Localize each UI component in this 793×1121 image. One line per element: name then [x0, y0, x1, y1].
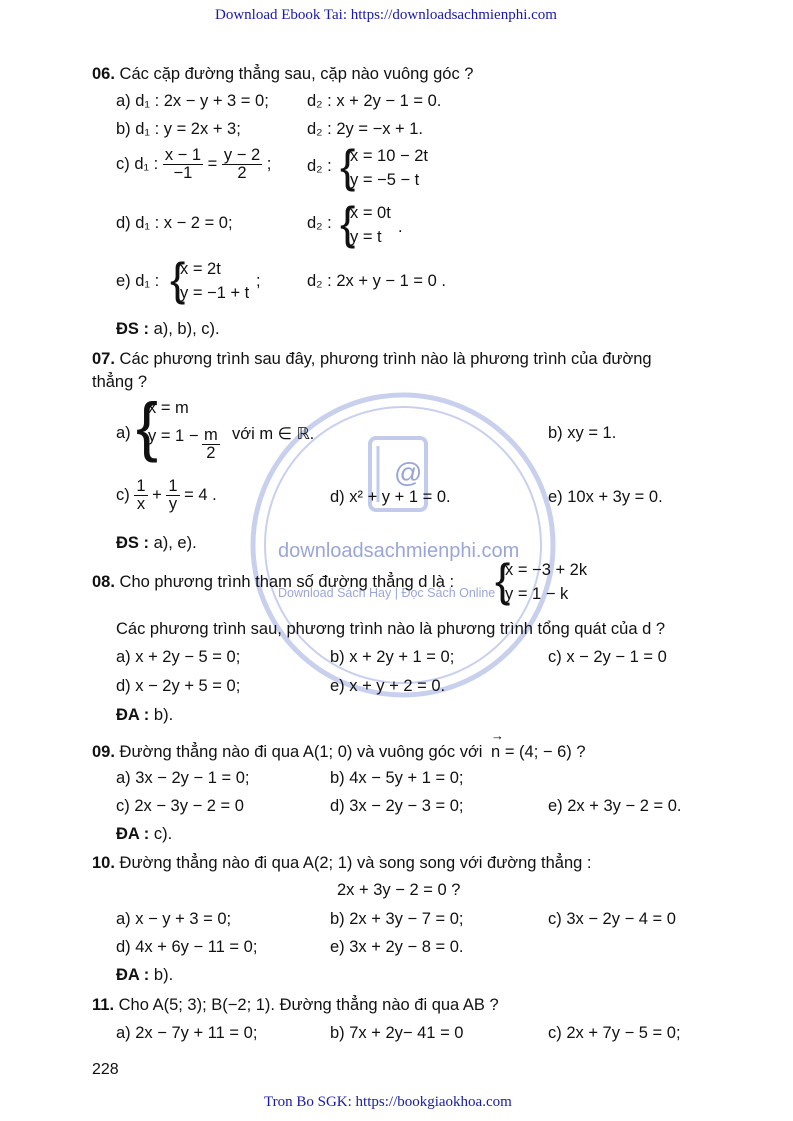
- q08-answer: ĐA : b).: [116, 706, 174, 724]
- q06-answer: ĐS : a), b), c).: [116, 320, 220, 338]
- q07-option-a-label: a): [116, 424, 131, 442]
- q07-option-a-condition: với m ∈ ℝ.: [232, 425, 315, 443]
- q10-option-d: d) 4x + 6y − 11 = 0;: [116, 938, 258, 956]
- q06-option-b-d1: b) d₁ : y = 2x + 3;: [116, 120, 241, 138]
- vector-arrow-icon: →: [491, 728, 505, 743]
- question-text: Đường thẳng nào đi qua A(1; 0) và vuông góc với: [119, 743, 483, 761]
- q08-option-c: c) x − 2y − 1 = 0: [548, 648, 667, 666]
- q09-option-d: d) 3x − 2y − 3 = 0;: [330, 797, 464, 815]
- brace-icon: {: [340, 197, 356, 249]
- q06-option-e-system: { x = 2t y = −1 + t ;: [170, 253, 261, 305]
- question-text: Cho A(5; 3); B(−2; 1). Đường thẳng nào đi qua AB ?: [118, 996, 499, 1014]
- q07-option-b: b) xy = 1.: [548, 424, 617, 442]
- q06-option-a-d2: d₂ : x + 2y − 1 = 0.: [307, 92, 442, 110]
- question-11: [92, 996, 499, 1015]
- q09-answer: ĐA : c).: [116, 825, 173, 843]
- watermark-at-icon: @: [394, 457, 423, 488]
- brace-icon: {: [340, 140, 356, 192]
- q07-option-c: c) $\frac{1}{x}$ + $\frac{1}{y}$ = 4 .: [116, 477, 217, 514]
- question-text: Đường thẳng nào đi qua A(2; 1) và song song với đường thẳng :: [119, 854, 592, 872]
- q08-option-d: d) x − 2y + 5 = 0;: [116, 677, 241, 695]
- brace-icon: {: [136, 389, 159, 463]
- q06-option-c-d1: c) d₁ : $\frac{x - 1}{-1}$ = $\frac{y - 2}{2}$ ;: [116, 146, 272, 183]
- question-08: [92, 573, 454, 592]
- question-text: Các cặp đường thẳng sau, cặp nào vuông góc ?: [119, 65, 474, 83]
- q07-option-d: d) x² + y + 1 = 0.: [330, 488, 451, 506]
- normal-vector: → n: [491, 728, 505, 761]
- q08-subquestion: Các phương trình sau, phương trình nào là phương trình tổng quát của d ?: [116, 620, 666, 638]
- q06-option-c-d2-label: d₂ :: [307, 157, 332, 175]
- q06-option-d-system: { x = 0t y = t .: [340, 197, 403, 249]
- q06-option-d-d2-label: d₂ :: [307, 214, 332, 232]
- q06-option-e-d1-label: e) d₁ :: [116, 272, 160, 290]
- header-download-link[interactable]: Download Ebook Tai: https://downloadsachmienphi.com: [215, 7, 557, 23]
- q11-option-a: a) 2x − 7y + 11 = 0;: [116, 1024, 258, 1042]
- q08-option-b: b) x + 2y + 1 = 0;: [330, 648, 455, 666]
- q09-option-e: e) 2x + 3y − 2 = 0.: [548, 797, 682, 815]
- q09-option-b: b) 4x − 5y + 1 = 0;: [330, 769, 464, 787]
- q06-option-b-d2: d₂ : 2y = −x + 1.: [307, 120, 424, 138]
- fraction: $\frac{1}{x}$: [136, 477, 146, 514]
- question-number: 08.: [92, 573, 115, 591]
- question-number: 11.: [92, 996, 115, 1014]
- q10-option-a: a) x − y + 3 = 0;: [116, 910, 232, 928]
- brace-icon: {: [495, 554, 511, 606]
- page-number: 228: [92, 1061, 119, 1078]
- q09-option-c: c) 2x − 3y − 2 = 0: [116, 797, 244, 815]
- q06-option-e-d2: d₂ : 2x + y − 1 = 0 .: [307, 272, 446, 290]
- q10-option-b: b) 2x + 3y − 7 = 0;: [330, 910, 464, 928]
- watermark-site: downloadsachmienphi.com: [278, 540, 520, 562]
- question-number: 07.: [92, 350, 115, 368]
- footer-book-link[interactable]: Tron Bo SGK: https://bookgiaokhoa.com: [264, 1094, 512, 1110]
- question-07: [92, 350, 652, 369]
- q06-option-a-d1: a) d₁ : 2x − y + 3 = 0;: [116, 92, 269, 110]
- question-number: 06.: [92, 65, 115, 83]
- question-07-cont: thẳng ?: [92, 373, 148, 391]
- question-10: [92, 854, 591, 873]
- question-number: 09.: [92, 743, 115, 761]
- q07-answer: ĐS : a), e).: [116, 534, 197, 552]
- question-text: Cho phương trình tham số đường thẳng d là :: [119, 573, 455, 591]
- question-number: 10.: [92, 854, 115, 872]
- q10-answer: ĐA : b).: [116, 966, 174, 984]
- watermark-tagline: Download Sách Hay | Đọc Sách Online: [278, 586, 496, 600]
- fraction: $\frac{y - 2}{2}$: [223, 146, 261, 183]
- brace-icon: {: [170, 253, 186, 305]
- q11-option-b: b) 7x + 2y− 41 = 0: [330, 1024, 464, 1042]
- fraction: $\frac{x - 1}{-1}$: [164, 146, 202, 183]
- q06-option-d-d1: d) d₁ : x − 2 = 0;: [116, 214, 233, 232]
- q10-option-e: e) 3x + 2y − 8 = 0.: [330, 938, 464, 956]
- q06-option-c-system: { x = 10 − 2t y = −5 − t: [340, 140, 428, 192]
- q10-option-c: c) 3x − 2y − 4 = 0: [548, 910, 676, 928]
- q11-option-c: c) 2x + 7y − 5 = 0;: [548, 1024, 681, 1042]
- question-09: 09. Đường thẳng nào đi qua A(1; 0) và vuông góc với → n = (4; − 6) ?: [92, 728, 586, 761]
- q07-option-a-system: { x = m y = 1 − $\frac{m}{2}$: [136, 389, 218, 463]
- q10-reference-line: 2x + 3y − 2 = 0 ?: [337, 881, 461, 899]
- q08-option-a: a) x + 2y − 5 = 0;: [116, 648, 241, 666]
- q08-option-e: e) x + y + 2 = 0.: [330, 677, 446, 695]
- q08-system: { x = −3 + 2k y = 1 − k: [495, 554, 588, 606]
- question-text: Các phương trình sau đây, phương trình nào là phương trình của đường: [119, 350, 652, 368]
- question-06: [92, 65, 473, 84]
- q09-option-a: a) 3x − 2y − 1 = 0;: [116, 769, 250, 787]
- fraction: $\frac{1}{y}$: [168, 477, 178, 514]
- q07-option-e: e) 10x + 3y = 0.: [548, 488, 663, 506]
